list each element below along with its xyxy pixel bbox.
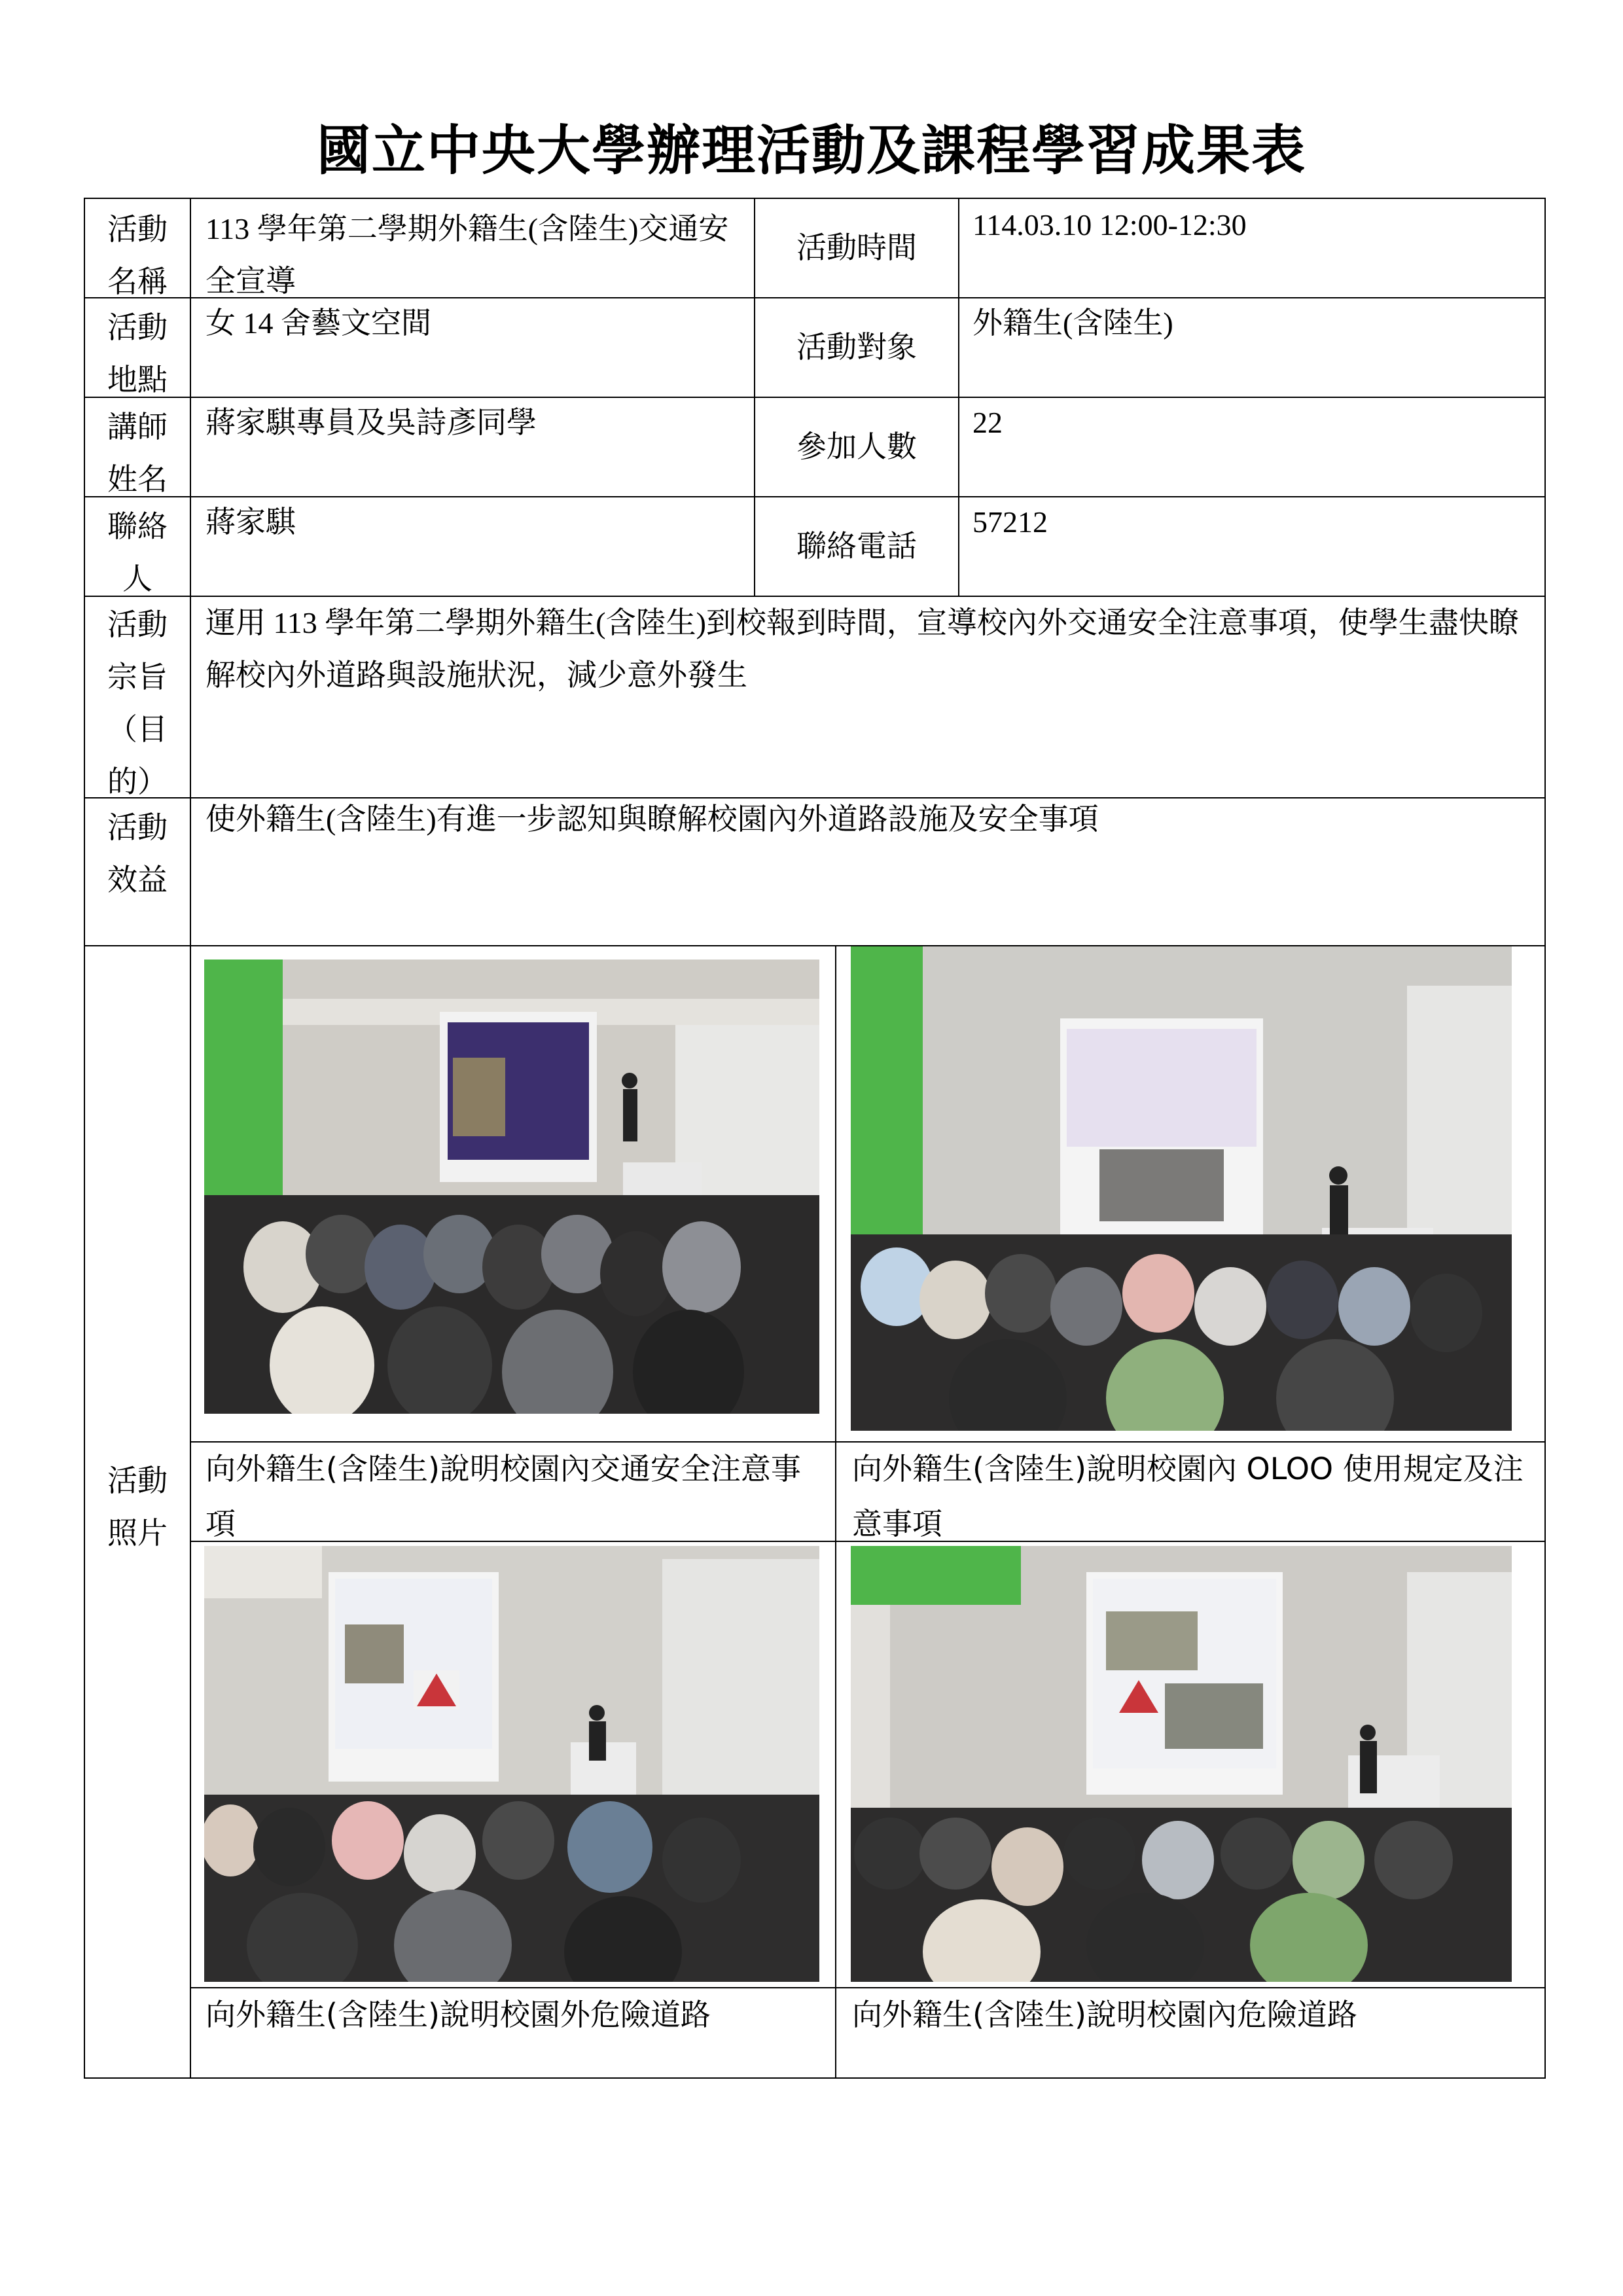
activity-name-value: 113 學年第二學期外籍生(含陸生)交通安全宣導 <box>205 212 729 298</box>
lecturer-value: 蔣家騏專員及吳詩彥同學 <box>205 406 537 439</box>
photo-caption-1: 向外籍生(含陸生)說明校園內交通安全注意事項 <box>205 1451 801 1541</box>
activity-time-value: 114.03.10 12:00-12:30 <box>972 208 1247 242</box>
label-activity-name: 活動 名稱 <box>107 211 168 299</box>
label-lecturer: 講師 姓名 <box>107 409 168 497</box>
col-divider <box>190 198 191 2079</box>
col-divider <box>958 198 959 596</box>
phone-value: 57212 <box>972 505 1048 539</box>
benefit-value: 使外籍生(含陸生)有進一步認知與瞭解校園內外道路設施及安全事項 <box>205 802 1099 836</box>
label-participants: 參加人數 <box>796 429 917 464</box>
label-purpose: 活動 宗旨 （目 的） <box>107 607 168 799</box>
col-divider <box>835 945 836 2079</box>
participants-value: 22 <box>972 406 1003 439</box>
label-benefit: 活動 效益 <box>107 810 168 897</box>
label-photos: 活動 照片 <box>107 1463 168 1551</box>
contact-value: 蔣家騏 <box>205 505 296 539</box>
photo-caption-2: 向外籍生(含陸生)說明校園內 OLOO 使用規定及注意事項 <box>852 1451 1524 1541</box>
photo-caption-3: 向外籍生(含陸生)說明校園外危險道路 <box>205 1997 711 2032</box>
photo-caption-4: 向外籍生(含陸生)說明校園內危險道路 <box>852 1997 1357 2032</box>
activity-photo-1 <box>204 960 819 1414</box>
purpose-value: 運用 113 學年第二學期外籍生(含陸生)到校報到時間，宣導校內外交通安全注意事項，使學生盡快瞭解校內外道路與設施狀況，減少意外發生 <box>205 606 1519 692</box>
activity-photo-4 <box>851 1546 1512 1982</box>
label-activity-place: 活動 地點 <box>107 310 168 397</box>
label-contact: 聯絡 人 <box>107 509 168 596</box>
page-title: 國立中央大學辦理活動及課程學習成果表 <box>316 120 1306 182</box>
label-activity-time: 活動時間 <box>796 230 917 265</box>
activity-photo-2 <box>851 946 1512 1431</box>
label-phone: 聯絡電話 <box>796 528 917 564</box>
activity-target-value: 外籍生(含陸生) <box>972 306 1173 340</box>
activity-place-value: 女 14 舍藝文空間 <box>205 306 431 340</box>
label-activity-target: 活動對象 <box>796 329 917 365</box>
activity-photo-3 <box>204 1546 819 1982</box>
